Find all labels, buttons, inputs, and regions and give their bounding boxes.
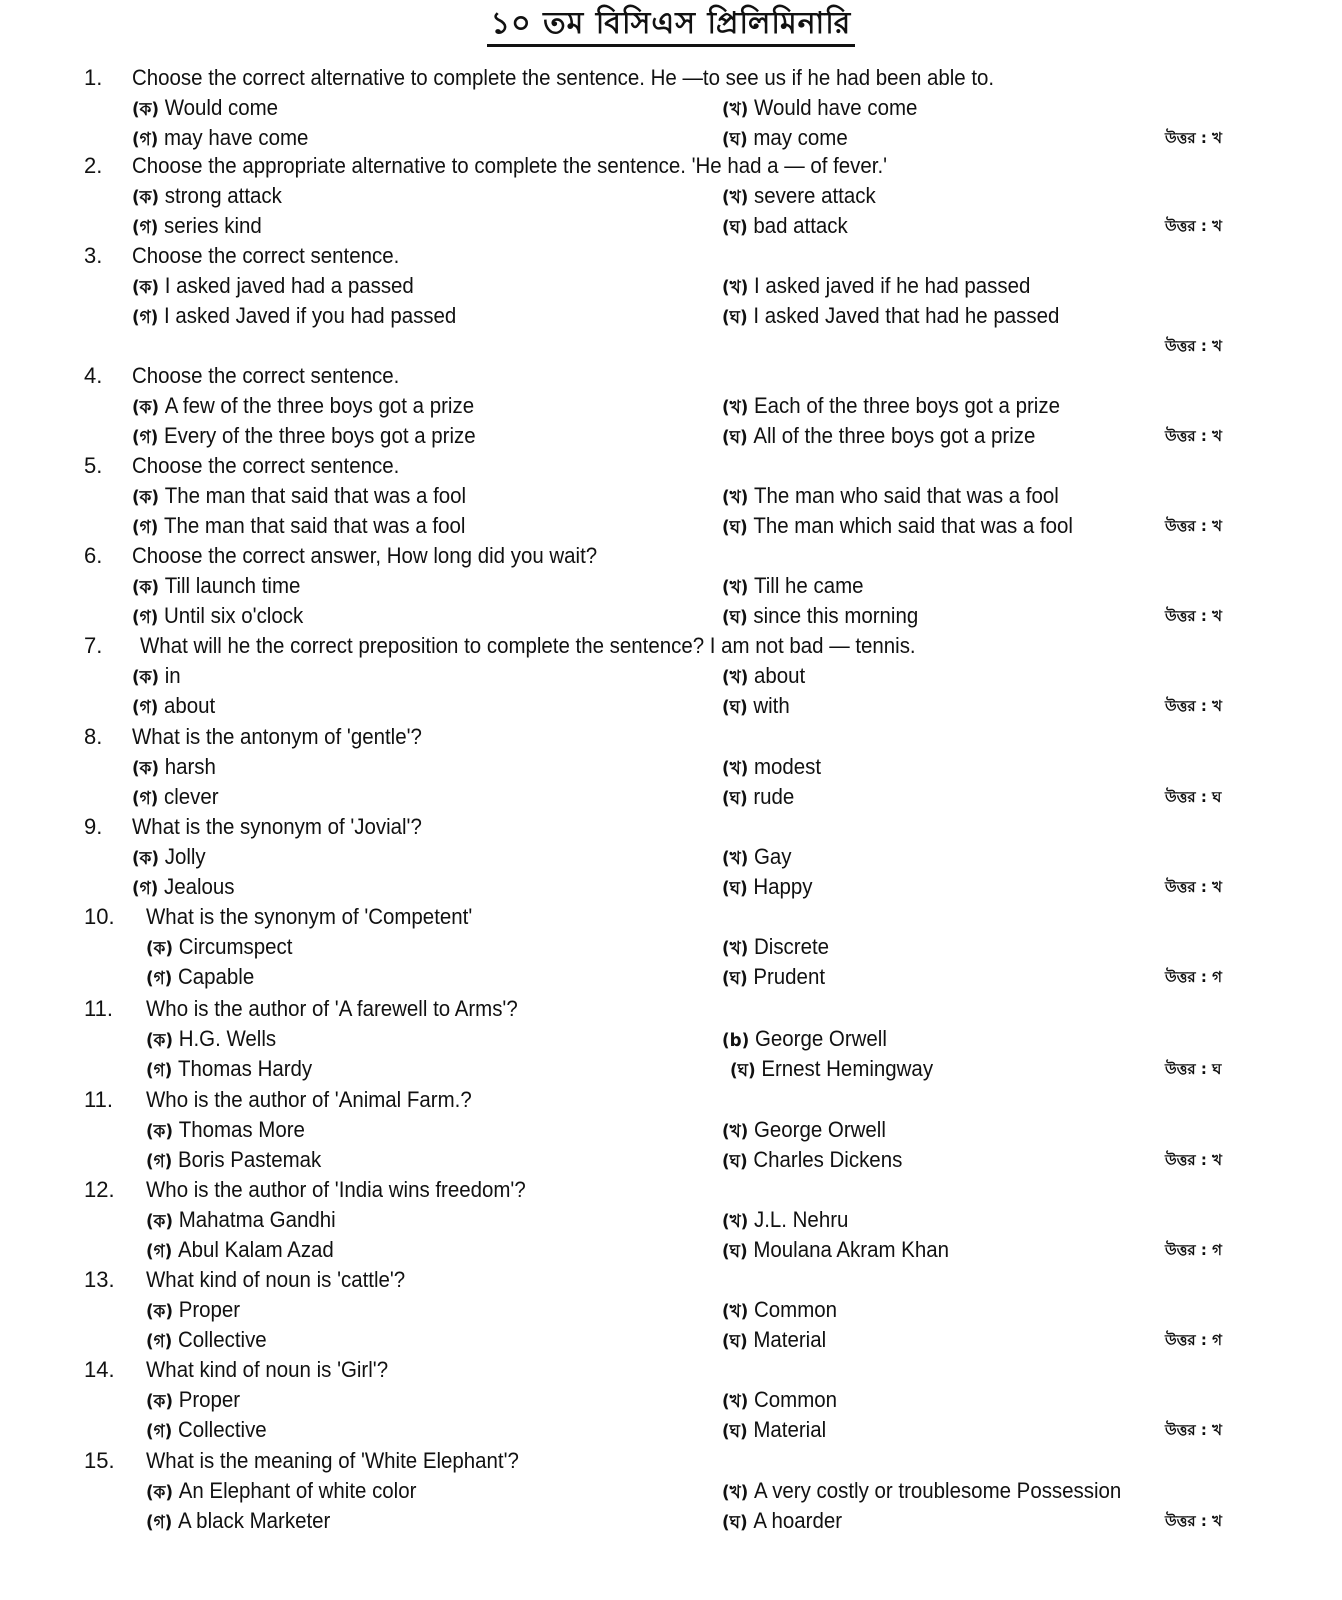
option-item [132, 782, 219, 812]
question-number: 9. [84, 814, 103, 839]
question-item [0, 1085, 1342, 1115]
option-text: Abul Kalam Azad [177, 1237, 334, 1262]
option-label: (ক) [132, 758, 160, 779]
option-label: (ক) [146, 1391, 174, 1412]
answer-key: উত্তর : খ [1165, 129, 1222, 147]
option-label: (ক) [146, 1121, 174, 1142]
option-label: (ঘ) [722, 517, 748, 538]
option-label: (খ) [722, 487, 749, 508]
option-item [722, 181, 876, 211]
option-item [722, 1476, 1121, 1506]
option-text: George Orwell [753, 1117, 886, 1142]
option-item [722, 301, 1059, 331]
option-item [722, 601, 918, 631]
option-text: The man which said that was a fool [753, 513, 1073, 538]
option-text: A few of the three boys got a prize [164, 393, 475, 418]
option-text: Moulana Akram Khan [753, 1237, 949, 1262]
page-title: ১০ তম বিসিএস প্রিলিমিনারি [487, 4, 856, 47]
option-text: I asked Javed that had he passed [753, 303, 1060, 328]
option-label: (ঘ) [722, 607, 748, 628]
answer-key: উত্তর : খ [1165, 1512, 1222, 1530]
option-text: The man who said that was a fool [753, 483, 1059, 508]
answer-key: উত্তর : গ [1165, 968, 1222, 986]
question-number: 4. [84, 363, 103, 388]
option-text: George Orwell [754, 1026, 887, 1051]
option-item [146, 1024, 276, 1054]
option-label: (গ) [146, 1421, 173, 1442]
option-label: (খ) [722, 397, 749, 418]
question-text: Who is the author of 'India wins freedom'? [146, 1177, 526, 1202]
option-item [722, 752, 821, 782]
option-text: Collective [177, 1417, 267, 1442]
option-item [146, 962, 254, 992]
question-number: 13. [84, 1267, 115, 1292]
option-text: Till he came [753, 573, 864, 598]
question-text: What is the synonym of 'Jovial'? [132, 814, 422, 839]
option-label: (ঘ) [722, 697, 748, 718]
option-text: bad attack [753, 213, 848, 238]
option-text: A hoarder [753, 1508, 843, 1533]
question-text: What is the antonym of 'gentle'? [132, 724, 422, 749]
question-number: 12. [84, 1177, 115, 1202]
option-label: (ক) [146, 1482, 174, 1503]
answer-key: উত্তর : ঘ [1165, 788, 1222, 806]
option-text: Material [753, 1327, 827, 1352]
question-number: 15. [84, 1448, 115, 1473]
question-number: 7. [84, 633, 103, 658]
option-label: (খ) [722, 1211, 749, 1232]
option-text: with [753, 693, 790, 718]
option-item [722, 93, 917, 123]
answer-key: উত্তর : খ [1165, 427, 1222, 445]
question-item [0, 1446, 1342, 1476]
option-text: Jealous [163, 874, 235, 899]
option-text: Would come [164, 95, 279, 120]
option-label: (গ) [132, 607, 159, 628]
option-text: may have come [163, 125, 309, 150]
option-label: (গ) [132, 878, 159, 899]
option-text: harsh [164, 754, 216, 779]
option-text: about [163, 693, 216, 718]
option-item [146, 1115, 305, 1145]
option-item [722, 271, 1030, 301]
question-item [0, 722, 1342, 752]
option-text: Till launch time [164, 573, 301, 598]
option-label: (ঘ) [722, 427, 748, 448]
option-text: Every of the three boys got a prize [163, 423, 476, 448]
answer-key: উত্তর : খ [1165, 697, 1222, 715]
option-item [722, 932, 829, 962]
option-label: (গ) [146, 1241, 173, 1262]
answer-key: উত্তর : গ [1165, 1241, 1222, 1259]
question-text: Choose the correct sentence. [132, 243, 400, 268]
answer-key: উত্তর : খ [1165, 607, 1222, 625]
question-number: 1. [84, 65, 103, 90]
option-item [132, 301, 456, 331]
option-text: Charles Dickens [753, 1147, 903, 1172]
option-label: (ক) [146, 1301, 174, 1322]
option-item [132, 752, 216, 782]
option-label: (ক) [132, 848, 160, 869]
option-item [722, 123, 848, 153]
option-label: (গ) [132, 517, 159, 538]
option-label: (গ) [146, 1331, 173, 1352]
option-text: I asked Javed if you had passed [163, 303, 457, 328]
option-text: A very costly or troublesome Possession [753, 1478, 1122, 1503]
option-label: (ঘ) [722, 968, 748, 989]
option-label: (ঘ) [722, 1241, 748, 1262]
option-text: may come [753, 125, 848, 150]
option-text: H.G. Wells [178, 1026, 277, 1051]
option-text: severe attack [753, 183, 876, 208]
question-number: 5. [84, 453, 103, 478]
option-item [146, 1205, 336, 1235]
option-item [722, 1325, 826, 1355]
option-label: (ক) [132, 397, 160, 418]
option-label: (ঘ) [722, 217, 748, 238]
option-label: (গ) [132, 697, 159, 718]
option-item [722, 1205, 848, 1235]
option-item [146, 1476, 416, 1506]
option-label: (খ) [722, 1391, 749, 1412]
option-item [722, 211, 848, 241]
option-label: (ঘ) [722, 1421, 748, 1442]
question-number: 10. [84, 904, 115, 929]
question-item [0, 541, 1342, 571]
option-label: (ক) [132, 667, 160, 688]
option-label: (ক) [132, 577, 160, 598]
option-item [132, 601, 303, 631]
option-label: (খ) [722, 667, 749, 688]
option-label: (গ) [132, 217, 159, 238]
option-text: Until six o'clock [163, 603, 304, 628]
option-item [132, 481, 466, 511]
question-text: Choose the correct alternative to complete the sentence. He —to see us if he had been able to. [132, 65, 995, 90]
answer-key: উত্তর : খ [1165, 217, 1222, 235]
option-text: The man that said that was a fool [164, 483, 467, 508]
option-item [722, 481, 1059, 511]
option-label: (ঘ) [722, 129, 748, 150]
question-number: 6. [84, 543, 103, 568]
question-item [0, 451, 1342, 481]
option-text: Jolly [164, 844, 206, 869]
option-label: (খ) [722, 1301, 749, 1322]
option-label: (গ) [132, 129, 159, 150]
option-label: (ঘ) [722, 1331, 748, 1352]
question-number: 3. [84, 243, 103, 268]
option-text: A black Marketer [177, 1508, 331, 1533]
option-item [722, 1235, 949, 1265]
option-label: (ঘ) [722, 788, 748, 809]
option-text: Capable [177, 964, 255, 989]
option-label: (ঘ) [730, 1060, 756, 1081]
option-item [132, 211, 262, 241]
question-text: What will he the correct preposition to complete the sentence? I am not bad — tennis. [140, 633, 916, 658]
option-text: since this morning [753, 603, 919, 628]
option-text: Proper [178, 1297, 241, 1322]
option-item [722, 511, 1073, 541]
option-item [146, 1385, 240, 1415]
answer-key: উত্তর : খ [1165, 878, 1222, 896]
option-text: in [164, 663, 181, 688]
option-text: strong attack [164, 183, 282, 208]
option-item [146, 1415, 267, 1445]
option-item [722, 1115, 886, 1145]
question-item [0, 361, 1342, 391]
option-item [722, 1145, 902, 1175]
option-label: (ক) [132, 277, 160, 298]
option-label: (গ) [132, 307, 159, 328]
option-item [146, 1145, 321, 1175]
option-text: Mahatma Gandhi [178, 1207, 336, 1232]
option-label: (গ) [146, 1512, 173, 1533]
question-text: Choose the correct answer, How long did you wait? [132, 543, 598, 568]
option-label: (b) [722, 1030, 750, 1051]
option-label: (খ) [722, 1121, 749, 1142]
option-label: (ক) [132, 99, 160, 120]
option-label: (খ) [722, 1482, 749, 1503]
question-number: 11. [84, 996, 113, 1021]
option-item [146, 1235, 334, 1265]
option-item [722, 1385, 837, 1415]
question-number: 8. [84, 724, 103, 749]
option-text: series kind [163, 213, 262, 238]
option-item [730, 1054, 933, 1084]
option-item [132, 181, 282, 211]
option-label: (খ) [722, 758, 749, 779]
option-label: (খ) [722, 848, 749, 869]
option-label: (খ) [722, 577, 749, 598]
question-text: What is the synonym of 'Competent' [146, 904, 473, 929]
option-item [722, 391, 1060, 421]
question-text: Who is the author of 'A farewell to Arms'? [146, 996, 518, 1021]
option-text: All of the three boys got a prize [753, 423, 1036, 448]
option-text: Collective [177, 1327, 267, 1352]
option-label: (গ) [132, 788, 159, 809]
option-item [722, 872, 812, 902]
option-item [132, 661, 181, 691]
option-item [132, 571, 300, 601]
option-item [722, 661, 805, 691]
option-item [132, 872, 235, 902]
answer-key: উত্তর : খ [1165, 517, 1222, 535]
question-item [0, 631, 1342, 661]
option-text: Boris Pastemak [177, 1147, 322, 1172]
option-label: (খ) [722, 187, 749, 208]
answer-key: উত্তর : খ [1165, 1151, 1222, 1169]
question-text: Choose the appropriate alternative to complete the sentence. 'He had a — of fever.' [132, 153, 888, 178]
option-item [132, 511, 465, 541]
option-label: (গ) [146, 1060, 173, 1081]
option-item [132, 842, 206, 872]
option-item [722, 1415, 826, 1445]
option-item [146, 1325, 267, 1355]
option-item [146, 1295, 240, 1325]
question-item [0, 1355, 1342, 1385]
option-text: The man that said that was a fool [163, 513, 466, 538]
option-label: (ঘ) [722, 307, 748, 328]
option-label: (ক) [132, 487, 160, 508]
option-label: (গ) [146, 1151, 173, 1172]
option-label: (ক) [132, 187, 160, 208]
option-item [722, 962, 825, 992]
question-number: 14. [84, 1357, 115, 1382]
question-item [0, 812, 1342, 842]
question-item [0, 63, 1342, 93]
option-text: J.L. Nehru [753, 1207, 849, 1232]
option-item [132, 421, 476, 451]
option-item [146, 1506, 330, 1536]
question-number: 2. [84, 153, 103, 178]
option-text: Happy [753, 874, 813, 899]
question-text: What is the meaning of 'White Elephant'? [146, 1448, 519, 1473]
option-label: (গ) [146, 968, 173, 989]
option-item [722, 571, 864, 601]
option-text: An Elephant of white color [178, 1478, 417, 1503]
option-item [722, 782, 794, 812]
answer-key: উত্তর : খ [1165, 1421, 1222, 1439]
option-label: (গ) [132, 427, 159, 448]
option-text: Gay [753, 844, 792, 869]
question-number: 11. [84, 1087, 113, 1112]
option-text: rude [753, 784, 795, 809]
option-text: Proper [178, 1387, 241, 1412]
option-item [722, 842, 792, 872]
option-item [722, 1506, 842, 1536]
option-item [132, 391, 474, 421]
page-title-wrap [0, 4, 1342, 47]
option-item [722, 421, 1035, 451]
option-text: Prudent [753, 964, 826, 989]
option-text: Thomas Hardy [177, 1056, 313, 1081]
question-item [0, 151, 1342, 181]
option-item [132, 93, 278, 123]
question-text: Choose the correct sentence. [132, 363, 400, 388]
question-item [0, 902, 1342, 932]
question-item [0, 1175, 1342, 1205]
option-text: Common [753, 1387, 838, 1412]
option-text: Circumspect [178, 934, 293, 959]
option-item [722, 691, 790, 721]
option-label: (খ) [722, 938, 749, 959]
option-label: (ঘ) [722, 1151, 748, 1172]
option-item [722, 1295, 837, 1325]
option-item [146, 1054, 312, 1084]
question-text: What kind of noun is 'Girl'? [146, 1357, 389, 1382]
option-item [132, 123, 308, 153]
answer-key: উত্তর : গ [1165, 1331, 1222, 1349]
option-item [132, 691, 215, 721]
option-label: (খ) [722, 99, 749, 120]
option-item [132, 271, 414, 301]
option-text: Common [753, 1297, 838, 1322]
question-item [0, 241, 1342, 271]
option-text: I asked javed had a passed [164, 273, 414, 298]
option-label: (খ) [722, 277, 749, 298]
option-text: about [753, 663, 806, 688]
option-label: (ঘ) [722, 878, 748, 899]
option-text: Would have come [753, 95, 918, 120]
option-item [146, 932, 292, 962]
option-text: I asked javed if he had passed [753, 273, 1031, 298]
option-text: clever [163, 784, 219, 809]
option-text: modest [753, 754, 822, 779]
option-label: (ক) [146, 1030, 174, 1051]
answer-key: উত্তর : খ [1165, 337, 1222, 355]
question-text: Choose the correct sentence. [132, 453, 400, 478]
question-item [0, 1265, 1342, 1295]
option-text: Ernest Hemingway [761, 1056, 934, 1081]
option-text: Material [753, 1417, 827, 1442]
option-text: Each of the three boys got a prize [753, 393, 1060, 418]
option-text: Discrete [753, 934, 830, 959]
answer-key: উত্তর : ঘ [1165, 1060, 1222, 1078]
option-label: (ক) [146, 1211, 174, 1232]
question-text: Who is the author of 'Animal Farm.? [146, 1087, 472, 1112]
option-label: (ক) [146, 938, 174, 959]
question-text: What kind of noun is 'cattle'? [146, 1267, 406, 1292]
option-label: (ঘ) [722, 1512, 748, 1533]
question-item [0, 994, 1342, 1024]
option-text: Thomas More [178, 1117, 305, 1142]
option-item [722, 1024, 887, 1054]
